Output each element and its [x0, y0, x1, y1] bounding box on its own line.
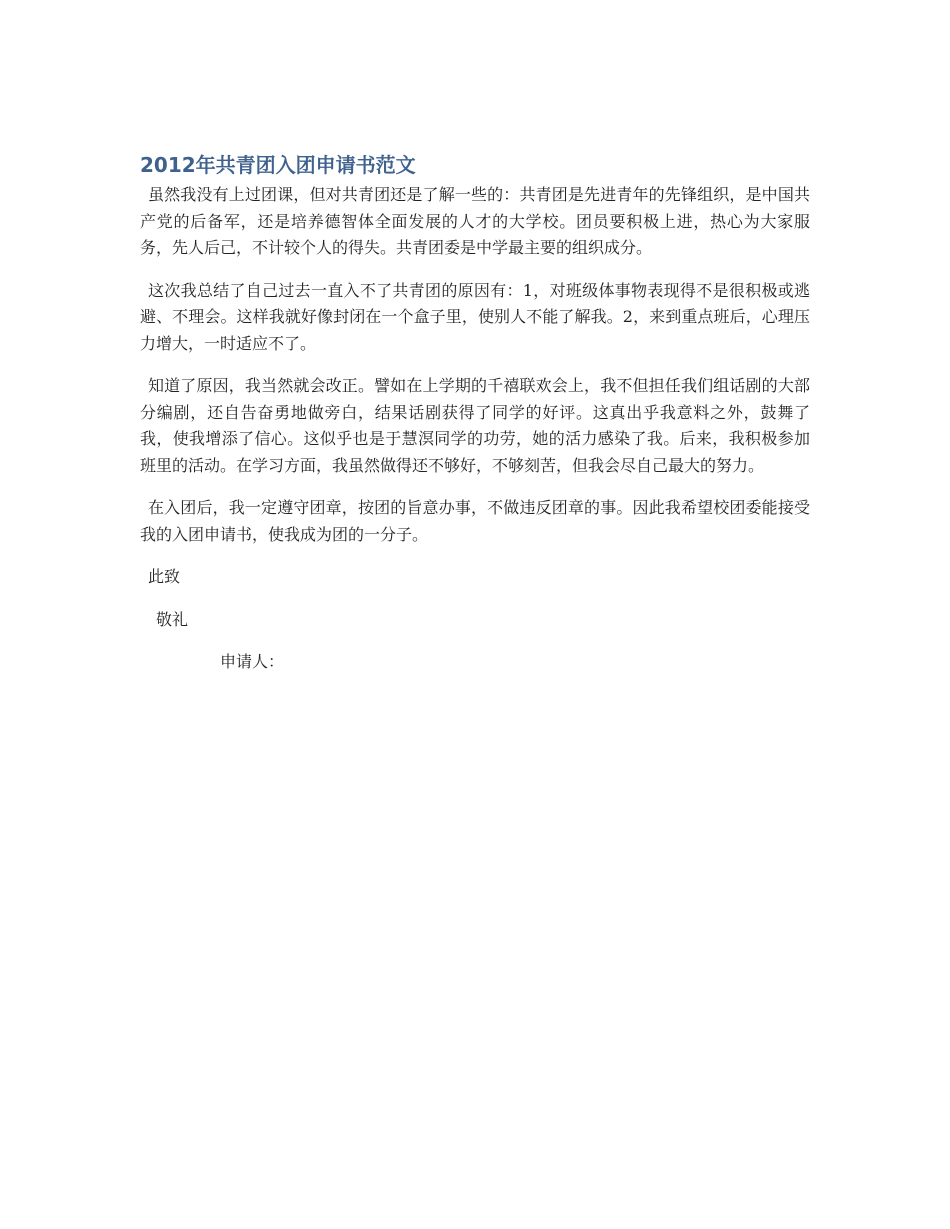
paragraph-3: 知道了原因，我当然就会改正。譬如在上学期的千禧联欢会上，我不但担任我们组话剧的大部分编剧，还自告奋勇地做旁白，结果话剧获得了同学的好评。这真出乎我意料之外，鼓舞了我，使我增添了信心。这似乎也是于慧溟同学的功劳，她的活力感染了我。后来，我积极参加班里的活动。在学习方面，我虽然做得还不够好，不够刻苦，但我会尽自己最大的努力。 [140, 376, 810, 475]
document-title: 2012年共青团入团申请书范文 [140, 153, 416, 177]
paragraph-2: 这次我总结了自己过去一直入不了共青团的原因有：1，对班级体事物表现得不是很积极或逃避、不理会。这样我就好像封闭在一个盒子里，使别人不能了解我。2，来到重点班后，心理压力增大，一时适应不了。 [140, 280, 810, 353]
paragraph-4: 在入团后，我一定遵守团章，按团的旨意办事，不做违反团章的事。因此我希望校团委能接受我的入团申请书，使我成为团的一分子。 [140, 498, 810, 544]
applicant-signature-label: 申请人： [220, 652, 285, 671]
closing-regards: 敬礼 [156, 609, 189, 629]
closing-salutation: 此致 [148, 567, 181, 586]
document-body [140, 182, 810, 676]
paragraph-1: 虽然我没有上过团课，但对共青团还是了解一些的：共青团是先进青年的先锋组织，是中国共产党的后备军，还是培养德智体全面发展的人才的大学校。团员要积极上进，热心为大家服务，先人后己，不计较个人的得失。共青团委是中学最主要的组织成分。 [140, 185, 810, 257]
